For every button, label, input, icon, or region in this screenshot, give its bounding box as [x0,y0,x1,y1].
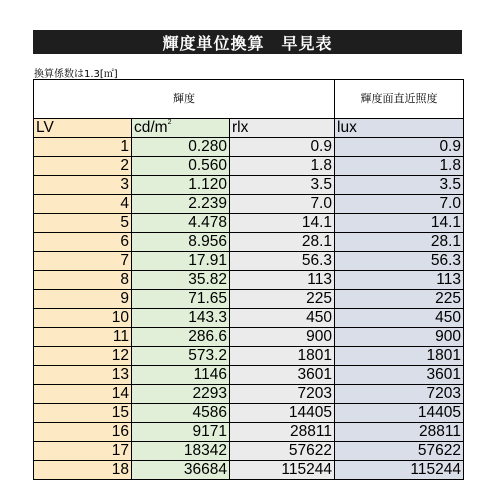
table-row [34,309,464,328]
cell-lv: 12 [34,347,132,366]
table-row [34,290,464,309]
cell-lux: 113 [335,271,464,290]
header-cd [132,119,230,138]
cell-rlx: 450 [230,309,335,328]
cell-rlx: 56.3 [230,252,335,271]
cell-lv: 2 [34,157,132,176]
cell-lux: 225 [335,290,464,309]
header-cd-text: cd/m [134,119,168,136]
cell-lux: 115244 [335,461,464,480]
cell-cd: 2.239 [132,195,230,214]
cell-lv: 15 [34,404,132,423]
cell-lv: 1 [34,138,132,157]
cell-lux: 3601 [335,366,464,385]
cell-lv: 14 [34,385,132,404]
cell-cd: 573.2 [132,347,230,366]
cell-lv: 13 [34,366,132,385]
cell-lv: 4 [34,195,132,214]
cell-rlx: 3.5 [230,176,335,195]
cell-lv: 3 [34,176,132,195]
cell-rlx: 7.0 [230,195,335,214]
cell-cd: 286.6 [132,328,230,347]
cell-rlx: 57622 [230,442,335,461]
cell-lux: 28811 [335,423,464,442]
cell-lv: 5 [34,214,132,233]
cell-lv: 8 [34,271,132,290]
cell-cd: 17.91 [132,252,230,271]
cell-lux: 3.5 [335,176,464,195]
cell-cd: 143.3 [132,309,230,328]
unit-header-row [34,119,464,138]
cell-cd: 0.280 [132,138,230,157]
cell-lux: 56.3 [335,252,464,271]
cell-cd: 71.65 [132,290,230,309]
cell-rlx: 14405 [230,404,335,423]
cell-lux: 57622 [335,442,464,461]
cell-lv: 18 [34,461,132,480]
cell-lux: 900 [335,328,464,347]
cell-lv: 17 [34,442,132,461]
cell-rlx: 1801 [230,347,335,366]
cell-cd: 1146 [132,366,230,385]
table-row [34,138,464,157]
table-row [34,233,464,252]
conversion-factor-note: 換算係数は1.3[㎡] [34,69,118,80]
table-row [34,176,464,195]
cell-lv: 10 [34,309,132,328]
luminance-conversion-table [33,79,464,480]
cell-lux: 0.9 [335,138,464,157]
header-rlx: rlx [230,119,335,138]
cell-rlx: 900 [230,328,335,347]
cell-rlx: 0.9 [230,138,335,157]
table-row [34,423,464,442]
cell-cd: 4.478 [132,214,230,233]
cell-cd: 9171 [132,423,230,442]
header-lv: LV [34,119,132,138]
cell-cd: 0.560 [132,157,230,176]
header-lux: lux [335,119,464,138]
cell-cd: 35.82 [132,271,230,290]
table-row [34,157,464,176]
cell-lux: 14.1 [335,214,464,233]
cell-rlx: 3601 [230,366,335,385]
cell-cd: 18342 [132,442,230,461]
cell-lux: 28.1 [335,233,464,252]
table-row [34,404,464,423]
cell-lux: 7203 [335,385,464,404]
cell-lv: 7 [34,252,132,271]
cell-rlx: 115244 [230,461,335,480]
table-row [34,366,464,385]
table-row [34,385,464,404]
cell-rlx: 14.1 [230,214,335,233]
cell-rlx: 28.1 [230,233,335,252]
cell-rlx: 7203 [230,385,335,404]
cell-cd: 1.120 [132,176,230,195]
cell-cd: 8.956 [132,233,230,252]
group-header-row [34,80,464,119]
table-row [34,442,464,461]
cell-cd: 36684 [132,461,230,480]
table-row [34,461,464,480]
group-header-illuminance: 輝度面直近照度 [335,80,464,119]
cell-cd: 4586 [132,404,230,423]
cell-lv: 9 [34,290,132,309]
cell-lux: 1.8 [335,157,464,176]
table-row [34,214,464,233]
group-header-luminance: 輝度 [34,80,335,119]
cell-lux: 7.0 [335,195,464,214]
table-row [34,252,464,271]
cell-rlx: 1.8 [230,157,335,176]
table-row [34,328,464,347]
cell-lux: 450 [335,309,464,328]
cell-cd: 2293 [132,385,230,404]
table-row [34,347,464,366]
cell-lv: 11 [34,328,132,347]
cell-lv: 6 [34,233,132,252]
header-cd-superscript: 2 [167,119,172,126]
table-row [34,271,464,290]
cell-lux: 14405 [335,404,464,423]
cell-lv: 16 [34,423,132,442]
cell-lux: 1801 [335,347,464,366]
cell-rlx: 225 [230,290,335,309]
page-title: 輝度単位換算 早見表 [33,30,462,54]
table-row [34,195,464,214]
cell-rlx: 28811 [230,423,335,442]
cell-rlx: 113 [230,271,335,290]
table-body [34,80,464,480]
